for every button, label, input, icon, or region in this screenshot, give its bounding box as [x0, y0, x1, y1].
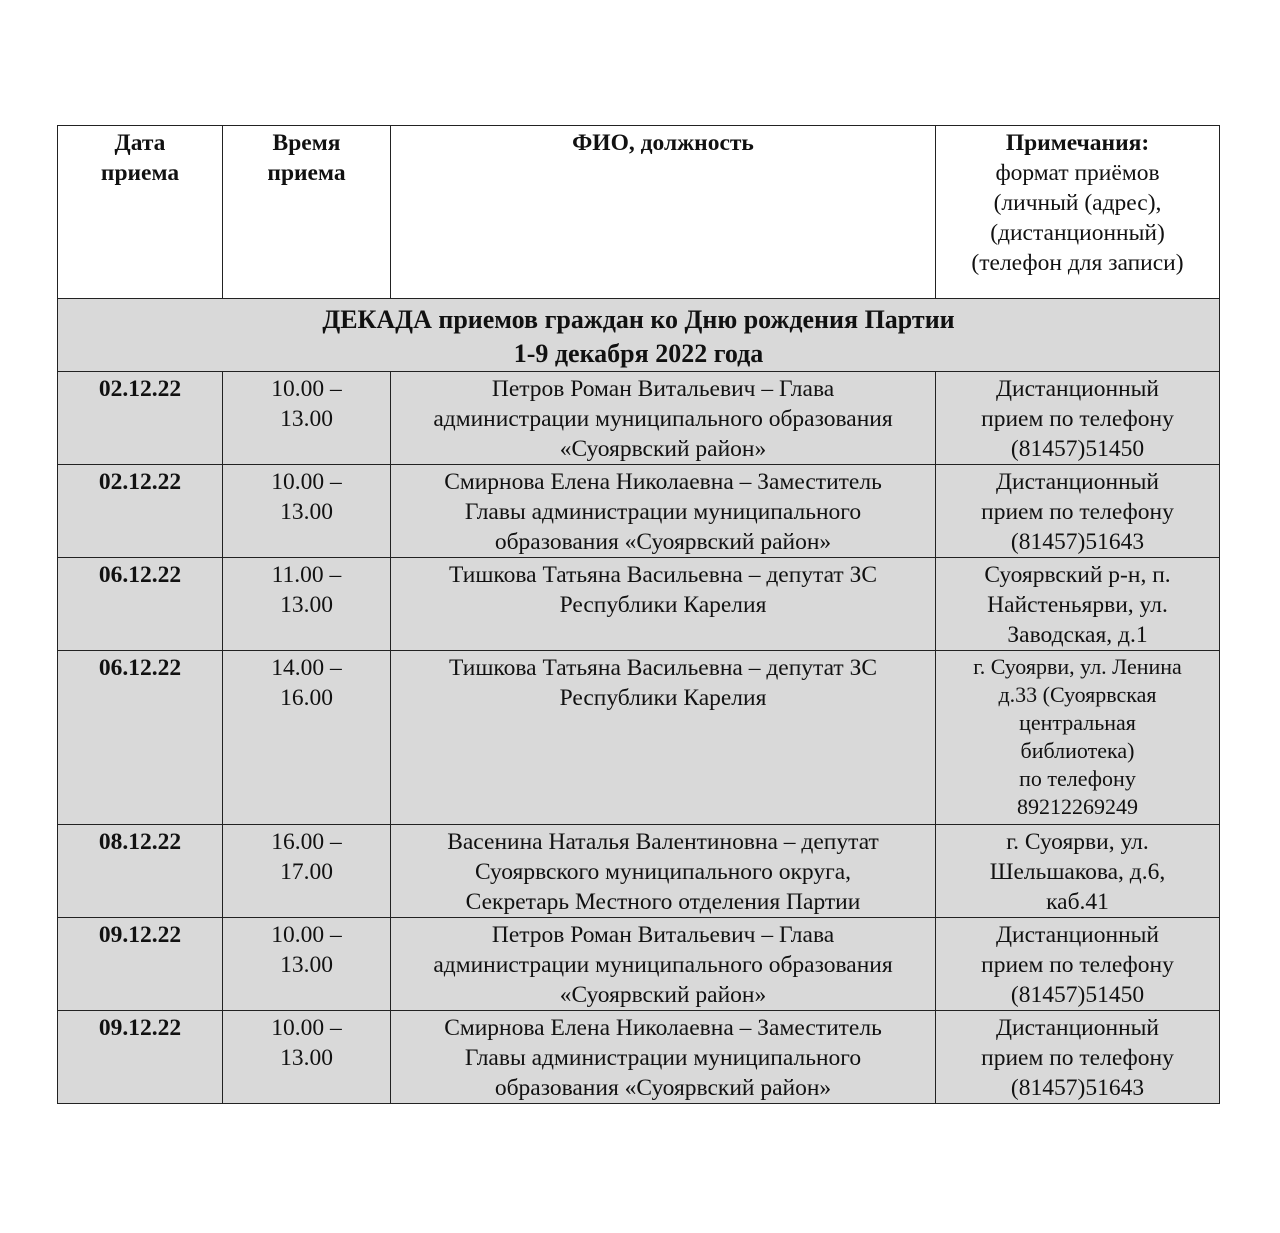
cell-date [58, 918, 223, 1011]
name-line: Главы администрации муниципального [464, 499, 862, 525]
time-line: 17.00 [280, 859, 333, 885]
cell-notes [936, 825, 1220, 918]
header-notes-line: (телефон для записи) [971, 250, 1184, 276]
cell-date [58, 372, 223, 465]
notes-line: Дистанционный [995, 469, 1160, 495]
date-value: 02.12.22 [98, 469, 182, 495]
date-value: 09.12.22 [98, 1015, 182, 1041]
header-date-line: приема [100, 160, 180, 186]
cell-time [223, 1011, 391, 1104]
date-value: 08.12.22 [98, 829, 182, 855]
name-line: Тишкова Татьяна Васильевна – депутат ЗС [448, 562, 878, 588]
header-notes-line: формат приёмов [995, 160, 1160, 186]
time-line: 11.00 – [271, 562, 342, 588]
header-date [58, 126, 223, 299]
name-line: Секретарь Местного отделения Партии [465, 889, 861, 915]
table-row [58, 918, 1220, 1011]
name-line: администрации муниципального образования [433, 952, 893, 978]
name-line: образования «Суоярвский район» [494, 529, 832, 555]
cell-name-position [391, 1011, 936, 1104]
cell-time [223, 465, 391, 558]
name-line: Главы администрации муниципального [464, 1045, 862, 1071]
decade-banner-row [58, 299, 1220, 372]
name-line: образования «Суоярвский район» [494, 1075, 832, 1101]
time-line: 13.00 [280, 952, 333, 978]
date-value: 06.12.22 [98, 562, 182, 588]
notes-line: д.33 (Суоярвская [998, 682, 1157, 707]
time-line: 10.00 – [271, 1015, 342, 1041]
name-line: Петров Роман Витальевич – Глава [491, 376, 835, 402]
cell-notes [936, 651, 1220, 825]
header-name [391, 126, 936, 299]
cell-name-position [391, 825, 936, 918]
name-line: Васенина Наталья Валентиновна – депутат [447, 829, 879, 855]
notes-line: прием по телефону [981, 499, 1174, 525]
table-row [58, 558, 1220, 651]
cell-time [223, 825, 391, 918]
cell-date [58, 465, 223, 558]
cell-notes [936, 372, 1220, 465]
decade-banner [58, 299, 1220, 372]
name-line: Республики Карелия [559, 592, 767, 618]
header-time-line: приема [267, 160, 346, 186]
table-row [58, 465, 1220, 558]
cell-notes [936, 465, 1220, 558]
name-line: администрации муниципального образования [433, 406, 893, 432]
cell-name-position [391, 465, 936, 558]
cell-notes [936, 918, 1220, 1011]
table-row [58, 825, 1220, 918]
notes-line: прием по телефону [981, 952, 1174, 978]
notes-line: Дистанционный [995, 376, 1160, 402]
cell-time [223, 651, 391, 825]
reception-schedule-table [57, 125, 1220, 1104]
time-line: 13.00 [280, 592, 333, 618]
header-name-line: ФИО, должность [572, 130, 754, 156]
name-line: Петров Роман Витальевич – Глава [491, 922, 835, 948]
header-time [223, 126, 391, 299]
cell-name-position [391, 558, 936, 651]
cell-notes [936, 1011, 1220, 1104]
time-line: 13.00 [280, 1045, 333, 1071]
decade-title: ДЕКАДА приемов граждан ко Дню рождения Партии [322, 305, 955, 334]
name-line: «Суоярвский район» [559, 436, 767, 462]
table-header-row [58, 126, 1220, 299]
time-line: 16.00 – [271, 829, 342, 855]
date-value: 02.12.22 [98, 376, 182, 402]
name-line: «Суоярвский район» [559, 982, 767, 1008]
name-line: Республики Карелия [559, 685, 767, 711]
cell-time [223, 918, 391, 1011]
date-value: 09.12.22 [98, 922, 182, 948]
header-notes [936, 126, 1220, 299]
table-row [58, 372, 1220, 465]
notes-line: по телефону [1019, 766, 1136, 791]
time-line: 13.00 [280, 499, 333, 525]
name-line: Смирнова Елена Николаевна – Заместитель [444, 469, 882, 495]
cell-name-position [391, 918, 936, 1011]
date-value: 06.12.22 [98, 655, 182, 681]
cell-date [58, 1011, 223, 1104]
name-line: Смирнова Елена Николаевна – Заместитель [444, 1015, 882, 1041]
notes-line: центральная [1019, 710, 1136, 735]
cell-notes [936, 558, 1220, 651]
time-line: 10.00 – [271, 922, 342, 948]
header-notes-title: Примечания: [1005, 130, 1150, 156]
notes-line: Найстеньярви, ул. [987, 592, 1168, 618]
name-line: Суоярвского муниципального округа, [474, 859, 852, 885]
table-row [58, 651, 1220, 825]
time-line: 14.00 – [271, 655, 342, 681]
table-row [58, 1011, 1220, 1104]
notes-line: библиотека) [1020, 738, 1135, 763]
time-line: 10.00 – [271, 469, 342, 495]
notes-line: Заводская, д.1 [1007, 622, 1148, 648]
header-time-line: Время [272, 130, 341, 156]
notes-line: прием по телефону [981, 406, 1174, 432]
notes-line: Шельшакова, д.6, [989, 859, 1166, 885]
header-date-line: Дата [114, 130, 166, 156]
cell-name-position [391, 372, 936, 465]
notes-line: каб.41 [1046, 889, 1109, 915]
notes-line: Дистанционный [995, 1015, 1160, 1041]
notes-line: (81457)51643 [1010, 1075, 1145, 1101]
name-line: Тишкова Татьяна Васильевна – депутат ЗС [448, 655, 878, 681]
cell-date [58, 651, 223, 825]
cell-date [58, 825, 223, 918]
time-line: 16.00 [280, 685, 333, 711]
notes-line: (81457)51643 [1010, 529, 1145, 555]
notes-line: (81457)51450 [1010, 982, 1145, 1008]
cell-time [223, 372, 391, 465]
cell-name-position [391, 651, 936, 825]
cell-date [58, 558, 223, 651]
cell-time [223, 558, 391, 651]
notes-line: прием по телефону [981, 1045, 1174, 1071]
notes-line: Дистанционный [995, 922, 1160, 948]
notes-line: (81457)51450 [1010, 436, 1145, 462]
notes-line: Суоярвский р-н, п. [984, 562, 1171, 588]
notes-line: г. Суоярви, ул. [1006, 829, 1149, 855]
notes-line: 89212269249 [1017, 794, 1138, 819]
header-notes-line: (личный (адрес), [993, 190, 1162, 216]
decade-dates: 1-9 декабря 2022 года [513, 339, 764, 368]
header-notes-line: (дистанционный) [990, 220, 1165, 246]
time-line: 13.00 [280, 406, 333, 432]
notes-line: г. Суоярви, ул. Ленина [973, 654, 1182, 679]
time-line: 10.00 – [271, 376, 342, 402]
